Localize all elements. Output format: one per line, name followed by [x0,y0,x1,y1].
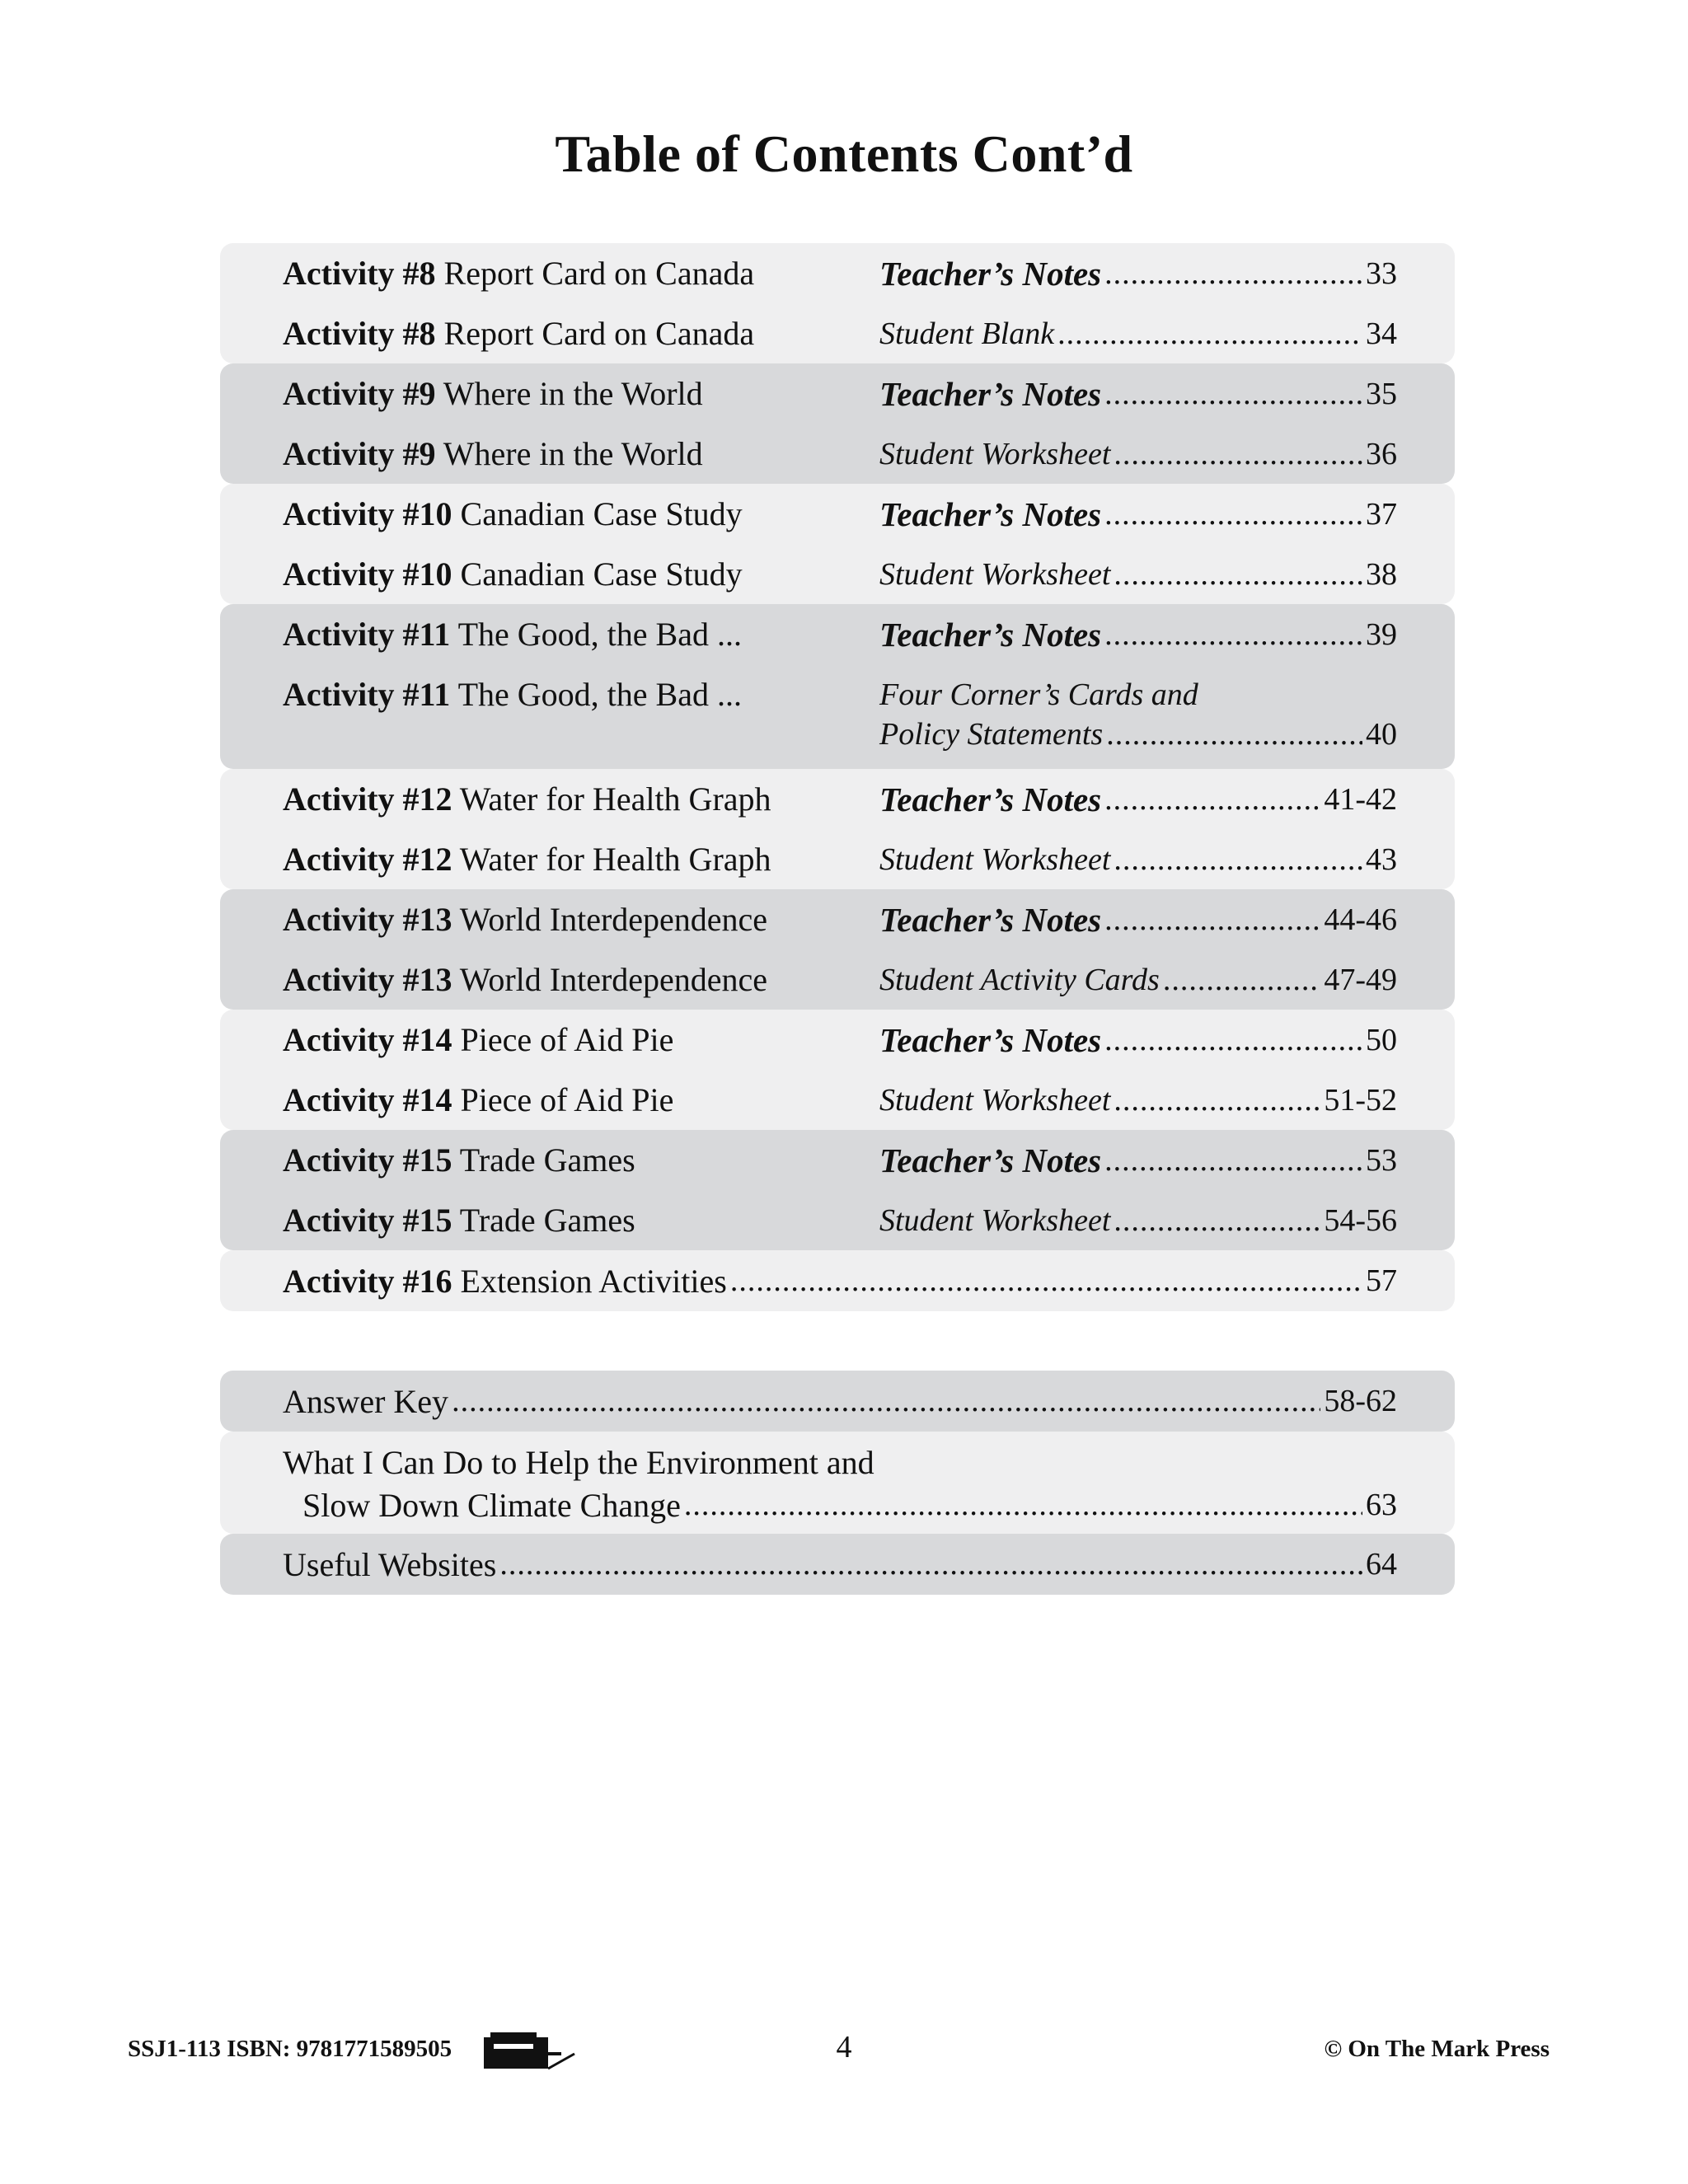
leader-dots [1114,556,1362,593]
toc-block-activity-11 [220,604,1455,769]
footer-page-number: 4 [836,2030,852,2064]
toc-row[interactable] [220,243,1455,304]
activity-name: Canadian Case Study [460,495,743,532]
leader-dots [499,1546,1362,1582]
section-label: Student Worksheet [879,557,1111,592]
activity-number: Activity #11 [283,616,451,653]
section-label: Student Blank [879,316,1055,351]
activity-name: World Interdependence [459,901,768,938]
section-label: Teacher’s Notes [879,901,1102,939]
toc-block-environment [220,1432,1455,1534]
toc-row[interactable] [220,424,1455,485]
toc-block-activity-8 [220,243,1455,363]
section-label-line2: Policy Statements [879,717,1104,752]
toc-row[interactable] [220,829,1455,890]
footer-code: SSJ1-113 ISBN: 9781771589505 [128,2036,452,2062]
activity-number: Activity #8 [283,255,436,292]
activity-name: Trade Games [459,1141,635,1179]
toc-block-activity-14 [220,1010,1455,1130]
activity-number: Activity #8 [283,315,436,352]
toc-row[interactable] [220,664,1455,769]
activity-number: Activity #9 [283,375,436,412]
page-number: 36 [1366,437,1397,471]
activity-name: Canadian Case Study [460,555,743,593]
activity-number: Activity #15 [283,1202,452,1239]
leader-dots [1104,616,1362,653]
toc-block-activity-12 [220,769,1455,889]
page-number: 63 [1366,1488,1397,1522]
toc-block-activity-15 [220,1130,1455,1250]
section-label: Student Worksheet [879,437,1111,471]
page-number: 39 [1366,617,1397,652]
toc-row[interactable] [220,1010,1455,1071]
page-number: 37 [1366,497,1397,532]
activity-name: Where in the World [443,375,703,412]
toc-row[interactable] [220,1130,1455,1191]
activity-name: Water for Health Graph [459,780,771,818]
leader-dots [1104,781,1320,818]
toc-block-activity-9 [220,363,1455,484]
footer-copyright: © On The Mark Press [1324,2036,1550,2062]
toc-row-useful-websites[interactable] [220,1534,1455,1595]
section-label: Teacher’s Notes [879,780,1102,818]
toc-row[interactable] [220,544,1455,605]
entry-label: Useful Websites [283,1545,497,1583]
toc-row[interactable] [220,604,1455,665]
activity-name: Piece of Aid Pie [460,1081,674,1118]
page-number: 44-46 [1324,902,1397,937]
section-label: Teacher’s Notes [879,1141,1102,1179]
toc-row[interactable] [220,769,1455,830]
activity-number: Activity #14 [283,1081,452,1118]
page-number: 40 [1366,717,1397,752]
toc-row[interactable] [220,889,1455,950]
section-label: Student Worksheet [879,1083,1111,1118]
leader-dots [1057,316,1362,352]
activity-name: World Interdependence [459,961,768,998]
page-number: 64 [1366,1547,1397,1582]
section-label: Teacher’s Notes [879,616,1102,654]
leader-dots [1114,436,1362,472]
page-number: 47-49 [1324,963,1397,997]
activity-number: Activity #13 [283,961,452,998]
activity-number: Activity #9 [283,435,436,472]
section-label: Teacher’s Notes [879,1021,1102,1059]
leader-dots [1114,1082,1320,1118]
leader-dots [730,1263,1362,1299]
activity-number: Activity #12 [283,841,452,878]
activity-number: Activity #10 [283,495,452,532]
toc-row-environment[interactable] [220,1432,1455,1534]
leader-dots [1104,376,1362,412]
page-title: Table of Contents Cont’d [555,124,1133,183]
activity-number: Activity #11 [283,676,451,713]
entry-label-line2: Slow Down Climate Change [302,1486,681,1524]
page-number: 58-62 [1324,1384,1397,1418]
toc-row[interactable] [220,303,1455,364]
section-label: Student Worksheet [879,842,1111,877]
toc-row[interactable] [220,949,1455,1010]
toc-row-answer-key[interactable] [220,1371,1455,1432]
page-number: 38 [1366,557,1397,592]
leader-dots [684,1487,1362,1523]
leader-dots [1104,496,1362,532]
section-label-line1: Four Corner’s Cards and [879,677,1198,712]
leader-dots [1163,962,1320,998]
activity-name: The Good, the Bad ... [457,616,742,653]
page-number: 54-56 [1324,1203,1397,1238]
leader-dots [1106,716,1362,752]
activity-name: The Good, the Bad ... [457,676,742,713]
entry-label-line1: What I Can Do to Help the Environment and [283,1443,874,1481]
activity-name: Report Card on Canada [443,255,755,292]
toc-block-activity-13 [220,889,1455,1010]
leader-dots [1104,1022,1362,1058]
section-label: Teacher’s Notes [879,375,1102,413]
activity-number: Activity #10 [283,555,452,593]
activity-name: Water for Health Graph [459,841,771,878]
leader-dots [1114,841,1362,878]
page-number: 34 [1366,316,1397,351]
leader-dots [452,1383,1320,1419]
leader-dots [1114,1202,1320,1239]
page-number: 53 [1366,1143,1397,1178]
entry-label: Answer Key [283,1382,449,1420]
page-number: 35 [1366,377,1397,411]
page-number: 57 [1366,1263,1397,1298]
page-number: 43 [1366,842,1397,877]
section-label: Teacher’s Notes [879,495,1102,533]
leader-dots [1104,902,1320,938]
toc-row[interactable] [220,1250,1455,1311]
toc-row[interactable] [220,484,1455,545]
toc-row[interactable] [220,363,1455,424]
activity-number: Activity #16 [283,1262,452,1300]
page-number: 33 [1366,256,1397,291]
activity-name: Report Card on Canada [443,315,755,352]
page-number: 51-52 [1324,1083,1397,1118]
activity-number: Activity #12 [283,780,452,818]
toc-row[interactable] [220,1070,1455,1131]
toc-block-activity-10 [220,484,1455,604]
page-number: 50 [1366,1023,1397,1057]
activity-number: Activity #14 [283,1021,452,1058]
toc-block-answer-key [220,1371,1455,1432]
section-label: Student Worksheet [879,1203,1111,1238]
toc-block-activity-16 [220,1250,1455,1311]
activity-name: Where in the World [443,435,703,472]
leader-dots [1104,1142,1362,1179]
toc-block-useful-websites [220,1534,1455,1595]
activity-number: Activity #13 [283,901,452,938]
section-label: Teacher’s Notes [879,255,1102,293]
section-label: Student Activity Cards [879,963,1160,997]
activity-name: Extension Activities [460,1262,727,1300]
toc-row[interactable] [220,1190,1455,1251]
activity-name: Piece of Aid Pie [460,1021,674,1058]
page-number: 41-42 [1324,782,1397,817]
activity-number: Activity #15 [283,1141,452,1179]
activity-name: Trade Games [459,1202,635,1239]
leader-dots [1104,255,1362,292]
